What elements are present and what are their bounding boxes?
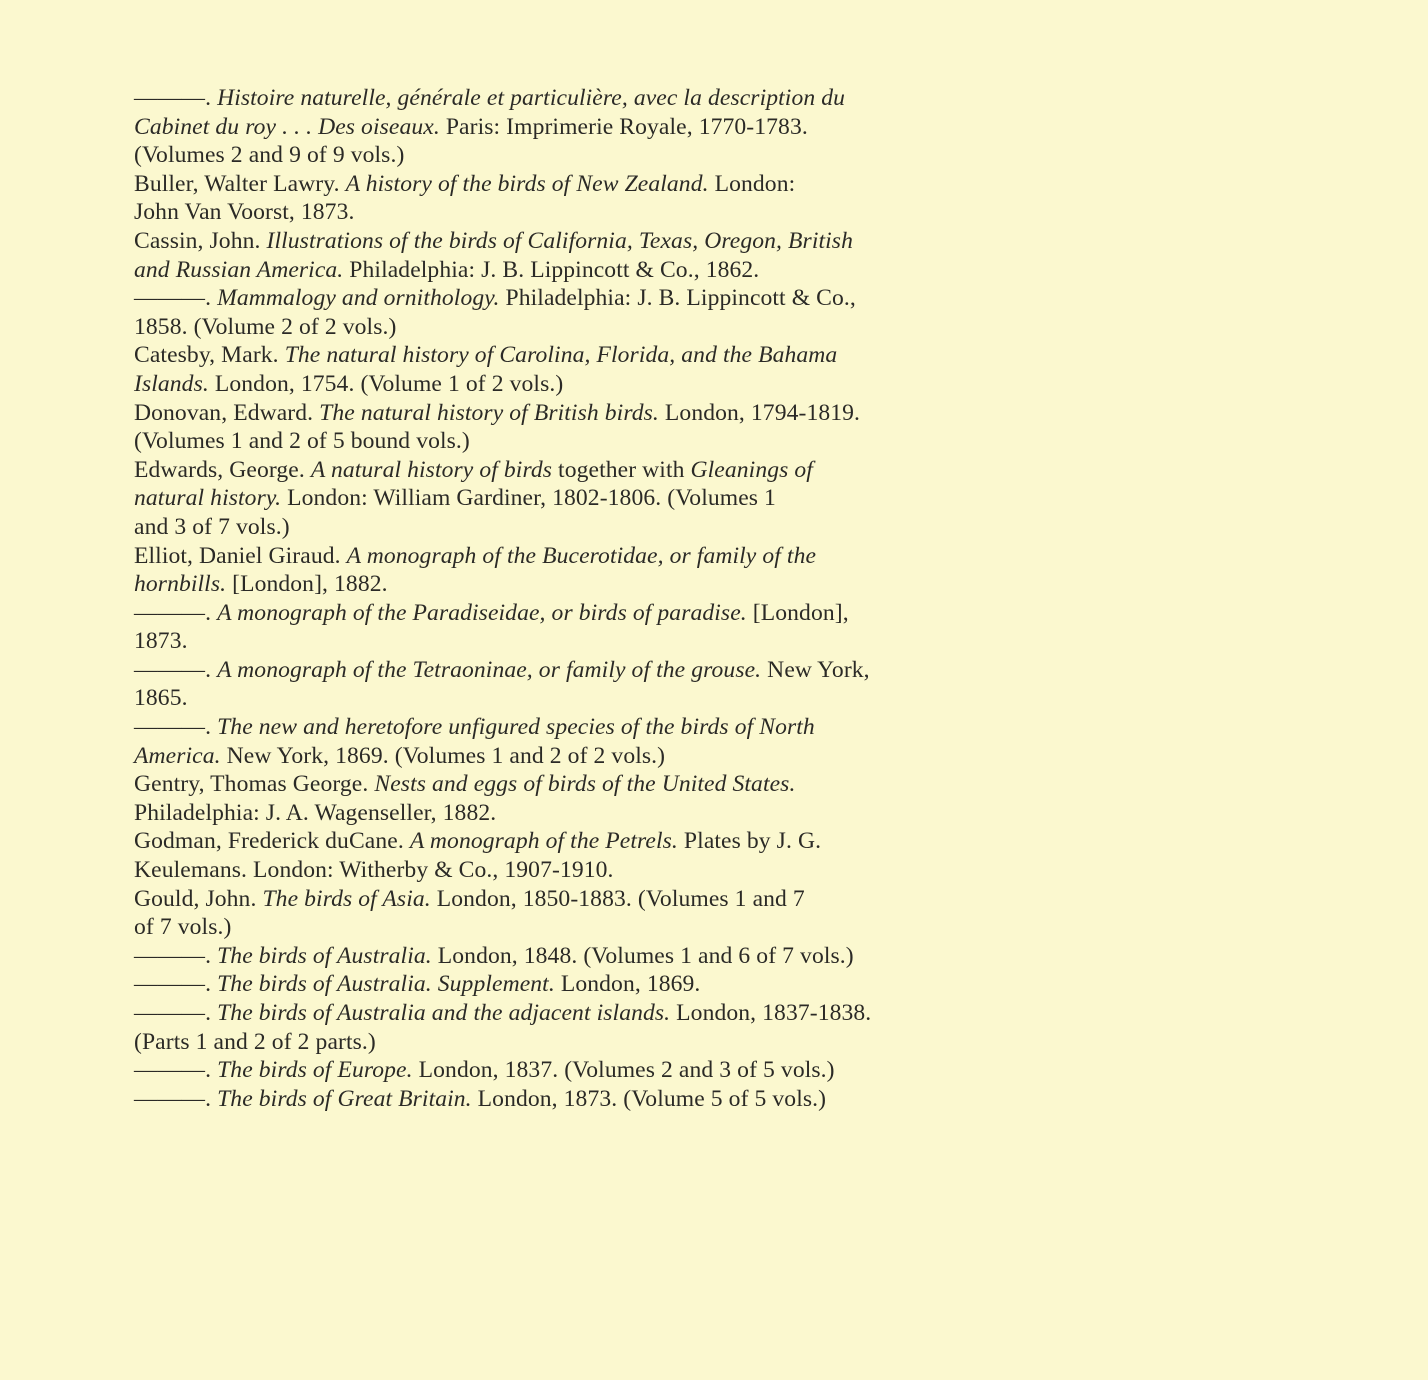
- entry-line: [134, 170, 962, 199]
- bibliography-entry: [134, 284, 962, 341]
- citation-text: (Volumes 1 and 2 of 5 bound vols.): [134, 428, 470, 455]
- title-text: Histoire naturelle, générale et particulière, avec la description du: [217, 85, 846, 111]
- entry-line: [134, 656, 962, 685]
- citation-text: Gould, John.: [134, 885, 263, 912]
- entry-line: [134, 284, 962, 313]
- citation-text: Gentry, Thomas George.: [134, 771, 375, 798]
- entry-line: [134, 799, 962, 828]
- citation-text: 1858. (Volume 2 of 2 vols.): [134, 313, 397, 340]
- entry-line: [134, 456, 962, 485]
- entry-line: [134, 913, 962, 942]
- entry-line: [134, 113, 962, 142]
- title-text: A history of the birds of New Zealand.: [345, 170, 709, 197]
- citation-text: (Parts 1 and 2 of 2 parts.): [134, 1028, 376, 1055]
- citation-text: John Van Voorst, 1873.: [134, 199, 355, 226]
- citation-text: and 3 of 7 vols.): [134, 513, 290, 540]
- citation-text: ———.: [134, 971, 218, 998]
- title-text: The birds of Australia.: [217, 942, 432, 969]
- title-text: Cabinet du roy . . . Des oiseaux.: [134, 113, 440, 140]
- title-text: A natural history of birds: [310, 456, 553, 483]
- entry-line: [134, 713, 962, 742]
- citation-text: (Volumes 2 and 9 of 9 vols.): [134, 142, 405, 169]
- citation-text: ———.: [134, 85, 218, 111]
- bibliography-entry: [134, 456, 962, 542]
- entry-line: [134, 513, 962, 542]
- title-text: Illustrations of the birds of California, Texas, Oregon, British: [266, 227, 853, 254]
- bibliography-page: [134, 84, 962, 1113]
- citation-text: London, 1794-1819.: [658, 399, 861, 426]
- bibliography-entry: [134, 656, 962, 713]
- citation-text: London, 1850-1883. (Volumes 1 and 7: [430, 885, 805, 912]
- citation-text: ———.: [134, 942, 218, 969]
- title-text: The birds of Australia. Supplement.: [217, 971, 555, 998]
- citation-text: Godman, Frederick duCane.: [134, 828, 410, 855]
- citation-text: London, 1869.: [554, 971, 701, 998]
- title-text: A monograph of the Paradiseidae, or birds of paradise.: [217, 599, 747, 626]
- citation-text: London, 1837-1838.: [670, 1000, 872, 1026]
- entry-line: [134, 1028, 962, 1057]
- title-text: The birds of Europe.: [217, 1057, 413, 1084]
- bibliography-entry: [134, 885, 962, 942]
- entry-line: [134, 1056, 962, 1085]
- citation-text: Paris: Imprimerie Royale, 1770-1783.: [439, 113, 808, 140]
- citation-text: Elliot, Daniel Giraud.: [134, 542, 347, 569]
- entry-line: [134, 999, 962, 1028]
- entry-line: [134, 570, 962, 599]
- citation-text: Cassin, John.: [134, 227, 267, 254]
- entry-line: [134, 942, 962, 971]
- bibliography-entry: [134, 1085, 962, 1114]
- citation-text: Plates by J. G.: [677, 828, 822, 855]
- citation-text: of 7 vols.): [134, 914, 232, 941]
- bibliography-entry: [134, 399, 962, 456]
- entry-line: [134, 627, 962, 656]
- citation-text: ———.: [134, 1057, 218, 1084]
- title-text: Mammalogy and ornithology.: [217, 285, 500, 312]
- entry-line: [134, 427, 962, 456]
- citation-text: London, 1837. (Volumes 2 and 3 of 5 vols.): [412, 1057, 835, 1084]
- title-text: The birds of Asia.: [262, 885, 431, 912]
- entry-line: [134, 827, 962, 856]
- citation-text: ———.: [134, 1000, 218, 1026]
- bibliography-entry: [134, 1056, 962, 1085]
- bibliography-entry: [134, 227, 962, 284]
- citation-text: Catesby, Mark.: [134, 342, 285, 369]
- entry-line: [134, 341, 962, 370]
- entry-line: [134, 599, 962, 628]
- citation-text: ———.: [134, 714, 218, 741]
- entry-line: [134, 885, 962, 914]
- bibliography-entry: [134, 341, 962, 398]
- citation-text: London: William Gardiner, 1802-1806. (Volumes 1: [281, 485, 776, 512]
- title-text: Islands.: [134, 370, 209, 397]
- bibliography-entry: [134, 170, 962, 227]
- entry-line: [134, 256, 962, 285]
- entry-line: [134, 742, 962, 771]
- citation-text: [London],: [746, 599, 849, 626]
- bibliography-entry: [134, 542, 962, 599]
- citation-text: Philadelphia: J. B. Lippincott & Co.,: [499, 285, 856, 312]
- entry-line: [134, 227, 962, 256]
- entry-line: [134, 370, 962, 399]
- entry-line: [134, 313, 962, 342]
- entry-line: [134, 198, 962, 227]
- bibliography-entry: [134, 84, 962, 170]
- title-text: A monograph of the Bucerotidae, or family of the: [346, 542, 817, 569]
- title-text: The natural history of Carolina, Florida, and the Bahama: [284, 342, 838, 369]
- title-text: hornbills.: [134, 571, 227, 598]
- bibliography-entry: [134, 827, 962, 884]
- entry-line: [134, 484, 962, 513]
- citation-text: [London], 1882.: [226, 571, 388, 598]
- citation-text: Philadelphia: J. B. Lippincott & Co., 1862.: [343, 256, 760, 283]
- entry-line: [134, 1085, 962, 1114]
- citation-text: Edwards, George.: [134, 456, 311, 483]
- citation-text: London:: [708, 170, 796, 197]
- entry-line: [134, 542, 962, 571]
- citation-text: London, 1873. (Volume 5 of 5 vols.): [471, 1085, 827, 1112]
- title-text: A monograph of the Tetraoninae, or family of the grouse.: [217, 656, 762, 683]
- citation-text: ———.: [134, 285, 218, 312]
- entry-line: [134, 141, 962, 170]
- title-text: Nests and eggs of birds of the United States.: [374, 771, 796, 798]
- citation-text: Donovan, Edward.: [134, 399, 320, 426]
- title-text: Gleanings of: [690, 456, 813, 483]
- citation-text: 1873.: [134, 628, 188, 655]
- citation-text: London, 1754. (Volume 1 of 2 vols.): [208, 370, 564, 397]
- citation-text: Buller, Walter Lawry.: [134, 170, 346, 197]
- citation-text: New York,: [761, 656, 870, 683]
- title-text: natural history.: [134, 485, 282, 512]
- title-text: and Russian America.: [134, 256, 344, 283]
- bibliography-entry: [134, 942, 962, 971]
- citation-text: 1865.: [134, 685, 188, 712]
- citation-text: together with: [552, 456, 691, 483]
- citation-text: New York, 1869. (Volumes 1 and 2 of 2 vols.): [220, 742, 666, 769]
- title-text: The birds of Australia and the adjacent islands.: [217, 1000, 671, 1026]
- entry-line: [134, 970, 962, 999]
- citation-text: ———.: [134, 599, 218, 626]
- entry-line: [134, 684, 962, 713]
- bibliography-entry: [134, 999, 962, 1056]
- title-text: The new and heretofore unfigured species of the birds of North: [217, 714, 815, 741]
- entry-line: [134, 770, 962, 799]
- bibliography-list: [134, 84, 962, 1113]
- entry-line: [134, 856, 962, 885]
- bibliography-entry: [134, 970, 962, 999]
- title-text: The natural history of British birds.: [319, 399, 659, 426]
- citation-text: London, 1848. (Volumes 1 and 6 of 7 vols.): [431, 942, 854, 969]
- title-text: The birds of Great Britain.: [217, 1085, 472, 1112]
- title-text: A monograph of the Petrels.: [409, 828, 678, 855]
- citation-text: Keulemans. London: Witherby & Co., 1907-1910.: [134, 857, 614, 884]
- bibliography-entry: [134, 599, 962, 656]
- citation-text: ———.: [134, 1085, 218, 1112]
- citation-text: ———.: [134, 656, 218, 683]
- entry-line: [134, 84, 962, 113]
- bibliography-entry: [134, 713, 962, 770]
- entry-line: [134, 399, 962, 428]
- bibliography-entry: [134, 770, 962, 827]
- title-text: America.: [134, 742, 221, 769]
- citation-text: Philadelphia: J. A. Wagenseller, 1882.: [134, 799, 497, 826]
